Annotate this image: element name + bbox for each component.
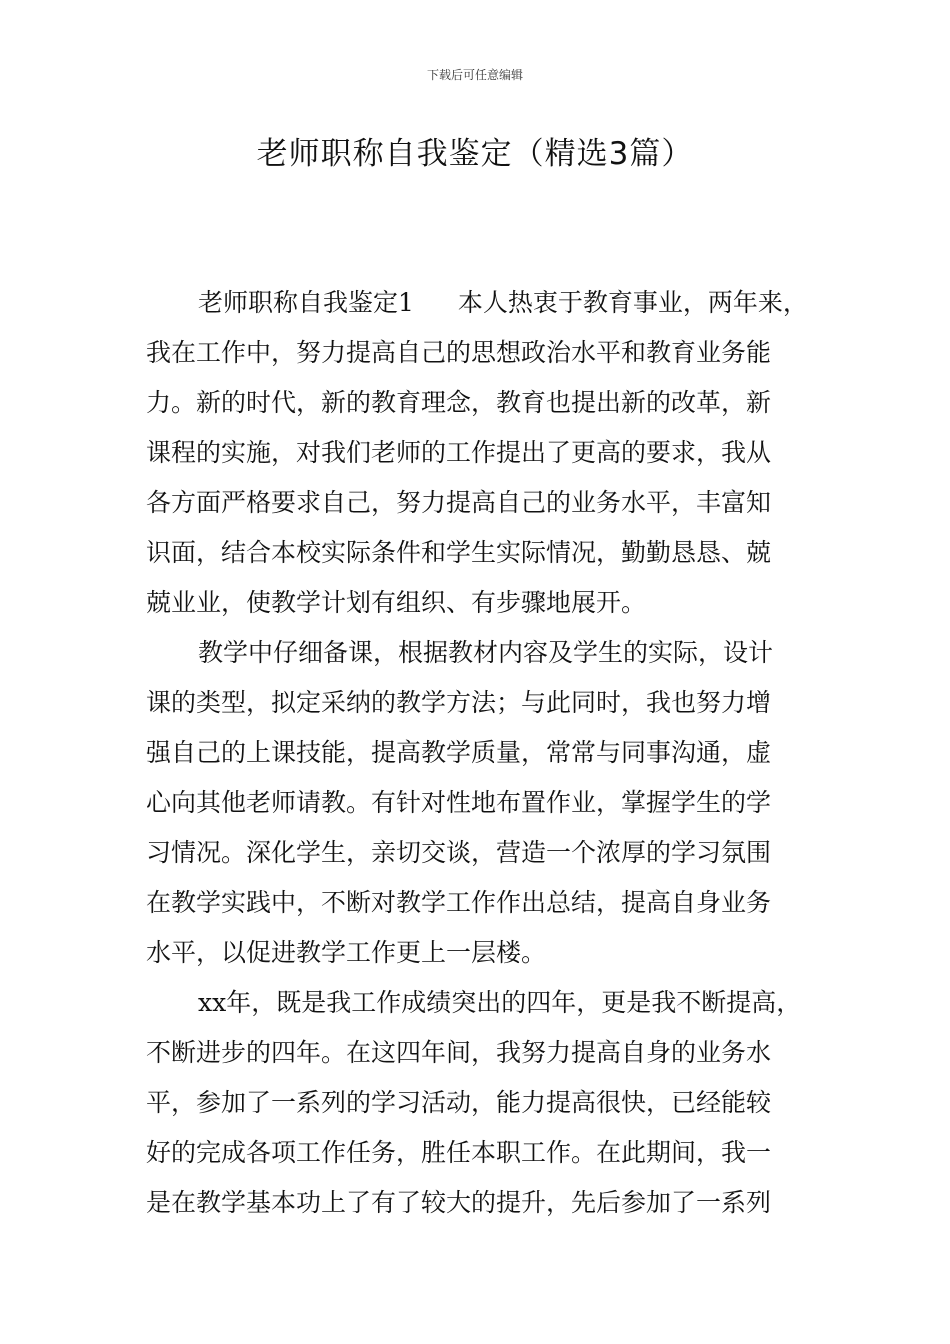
paragraph-line: 在教学实践中，不断对教学工作作出总结，提高自身业务: [146, 888, 772, 917]
paragraph-3: [146, 978, 836, 1228]
paragraph-line: 强自己的上课技能，提高教学质量，常常与同事沟通，虚: [146, 738, 772, 767]
document-body: [146, 278, 836, 1228]
paragraph-line: 是在教学基本功上了有了较大的提升，先后参加了一系列: [146, 1188, 772, 1217]
paragraph-1: [146, 278, 836, 628]
paragraph-line: 各方面严格要求自己，努力提高自己的业务水平，丰富知: [146, 488, 772, 517]
paragraph-line: 识面，结合本校实际条件和学生实际情况，勤勤恳恳、兢: [146, 538, 772, 567]
paragraph-line: 兢业业，使教学计划有组织、有步骤地展开。: [146, 588, 647, 617]
paragraph-line: xx年，既是我工作成绩突出的四年，更是我不断提高，: [198, 988, 802, 1017]
paragraph-line: 好的完成各项工作任务，胜任本职工作。在此期间，我一: [146, 1138, 772, 1167]
document-title: 老师职称自我鉴定（精选3篇）: [256, 136, 694, 172]
paragraph-line: 课的类型，拟定采纳的教学方法；与此同时，我也努力增: [146, 688, 772, 717]
paragraph-line: 习情况。深化学生，亲切交谈，营造一个浓厚的学习氛围: [146, 838, 772, 867]
paragraph-2: [146, 628, 836, 978]
paragraph-line: 水平，以促进教学工作更上一层楼。: [146, 938, 547, 967]
paragraph-line: 不断进步的四年。在这四年间，我努力提高自身的业务水: [146, 1038, 772, 1067]
paragraph-line: 课程的实施，对我们老师的工作提出了更高的要求，我从: [146, 438, 772, 467]
paragraph-line: 平，参加了一系列的学习活动，能力提高很快，已经能较: [146, 1088, 772, 1117]
paragraph-line: 力。新的时代，新的教育理念，教育也提出新的改革，新: [146, 388, 772, 417]
paragraph-line: [146, 278, 836, 328]
header-note: 下载后可任意编辑: [426, 68, 523, 82]
paragraph-line: 我在工作中，努力提高自己的思想政治水平和教育业务能: [146, 338, 772, 367]
section-heading: 老师职称自我鉴定1: [198, 288, 414, 317]
paragraph-line: 教学中仔细备课，根据教材内容及学生的实际，设计: [198, 638, 774, 667]
paragraph-line-text: 本人热衷于教育事业，两年来，: [457, 288, 808, 317]
paragraph-line: 心向其他老师请教。有针对性地布置作业，掌握学生的学: [146, 788, 772, 817]
